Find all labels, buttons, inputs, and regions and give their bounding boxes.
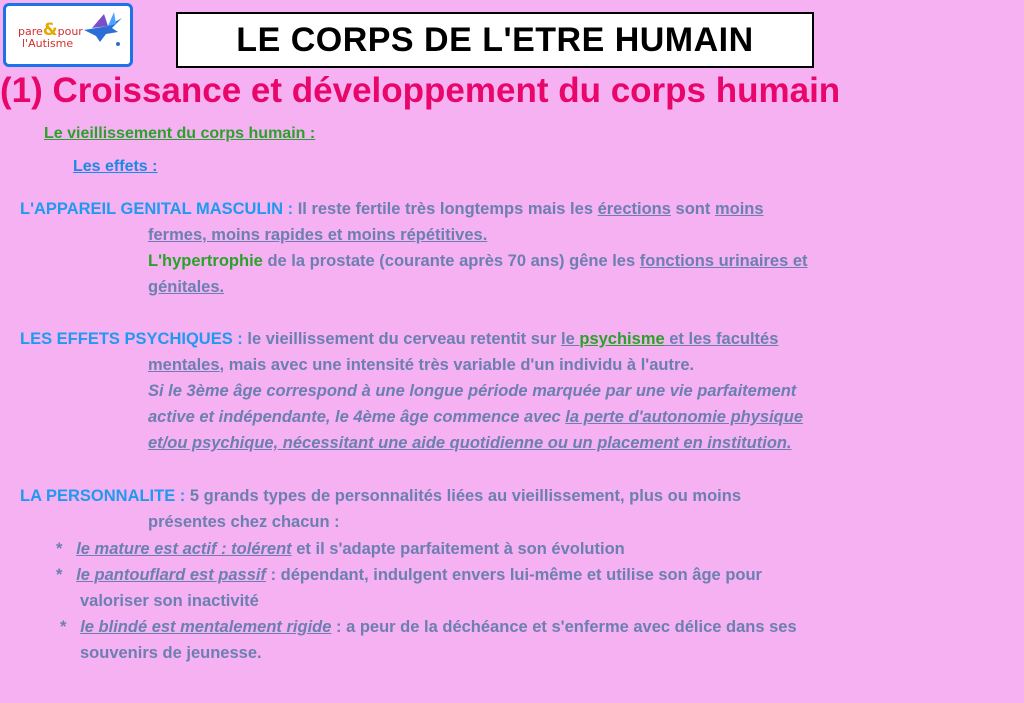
psych-line-4: active et indépendante, le 4ème âge commence avec la perte d'autonomie physique [148,408,803,426]
logo [3,3,133,67]
genital-line-3: L'hypertrophie de la prostate (courante après 70 ans) gêne les fonctions urinaires et [148,252,808,270]
hummingbird-icon [78,10,126,54]
perso-bullet-3-cont: souvenirs de jeunesse. [80,644,262,662]
section-heading: (1) Croissance et développement du corps humain [0,71,841,110]
psych-line-5: et/ou psychique, nécessitant une aide quotidienne ou un placement en institution. [148,434,792,452]
psych-line-3: Si le 3ème âge correspond à une longue période marquée par une vie parfaitement [148,382,797,400]
perso-line-1: LA PERSONNALITE : 5 grands types de personnalités liées au vieillissement, plus ou moins [20,487,741,505]
psych-line-1: LES EFFETS PSYCHIQUES : le vieillissement du cerveau retentit sur le psychisme et les facultés [20,330,779,348]
perso-bullet-2-cont: valoriser son inactivité [80,592,259,610]
logo-text-line1: pare&pour [18,20,83,40]
subheading-aging: Le vieillissement du corps humain : [44,125,316,142]
perso-bullet-2: * le pantouflard est passif : dépendant, indulgent envers lui-même et utilise son âge pour [56,566,762,584]
genital-line-1: L'APPAREIL GENITAL MASCULIN : Il reste fertile très longtemps mais les érections sont moins [20,200,764,218]
genital-line-2: fermes, moins rapides et moins répétitives. [148,226,488,244]
psych-line-2: mentales, mais avec une intensité très variable d'un individu à l'autre. [148,356,695,374]
perso-bullet-3: * le blindé est mentalement rigide : a peur de la déchéance et s'enferme avec délice dans ses [60,618,797,636]
perso-bullet-1: * le mature est actif : tolérent et il s'adapte parfaitement à son évolution [56,540,625,558]
genital-label: L'APPAREIL GENITAL MASCULIN : [20,200,294,218]
psych-label: LES EFFETS PSYCHIQUES : [20,330,243,348]
perso-line-2: présentes chez chacun : [148,513,340,531]
logo-text-line2: l'Autisme [22,37,74,50]
subheading-effects: Les effets : [73,158,158,175]
perso-label: LA PERSONNALITE : [20,487,186,505]
page-title: LE CORPS DE L'ETRE HUMAIN [236,20,754,59]
page-title-box [176,12,814,68]
genital-line-4: génitales. [148,278,225,296]
